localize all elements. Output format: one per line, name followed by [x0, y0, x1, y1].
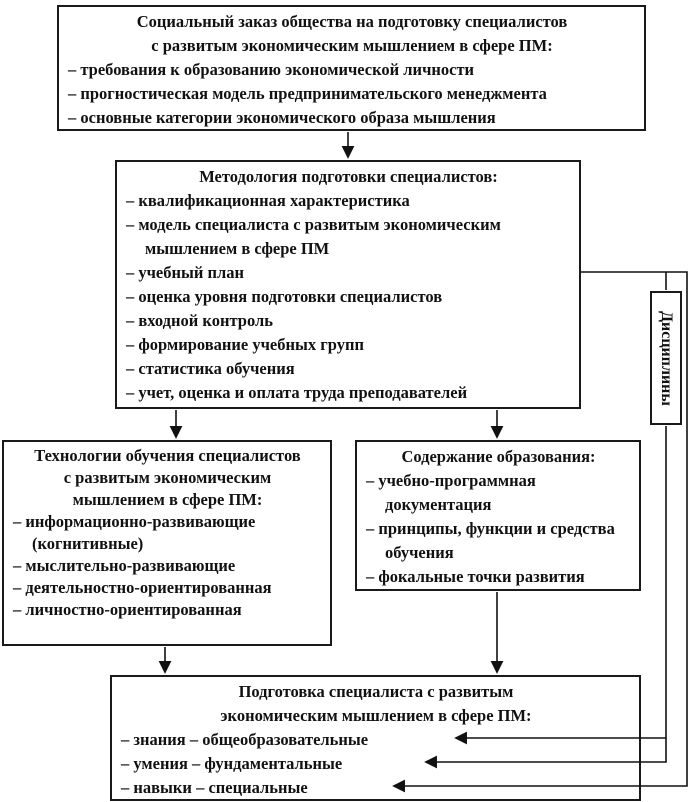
list-item-curriculum: – учебный план — [126, 263, 245, 282]
box-education-content-title — [366, 445, 631, 469]
list-item: – учебно-программная документация — [366, 471, 536, 514]
box-technologies — [2, 440, 332, 646]
list-item-abilities: – умения – фундаментальные — [121, 754, 343, 773]
disciplines-label: Дисциплины — [658, 310, 675, 406]
box-social-order-title — [68, 10, 636, 58]
box-preparation — [110, 675, 641, 801]
box-preparation-title — [121, 680, 631, 728]
box-disciplines — [650, 291, 682, 425]
list-item: – принципы, функции и средства обучения — [366, 519, 615, 562]
list-item-knowledge: – знания – общеобразовательные — [121, 730, 369, 749]
title-line: Содержание образования: — [401, 447, 596, 466]
box-education-content — [355, 440, 641, 591]
box-methodology — [115, 160, 581, 409]
box-social-order — [57, 5, 646, 131]
list-item: – квалификационная характеристика — [126, 191, 410, 210]
box-technologies-title — [13, 445, 322, 511]
box-methodology-title — [126, 165, 571, 189]
list-item: – деятельностно-ориентированная — [13, 578, 272, 597]
title-line: экономическим мышлением в сфере ПМ: — [220, 706, 532, 725]
list-item: – основные категории экономического образа мышления — [68, 108, 496, 127]
list-item: – входной контроль — [126, 311, 273, 330]
list-item-skills: – навыки – специальные — [121, 778, 308, 797]
list-item: – мыслительно-развивающие — [13, 556, 236, 575]
list-item: – личностно-ориентированная — [13, 600, 242, 619]
title-line: Технологии обучения специалистов — [34, 446, 301, 465]
list-item: – модель специалиста с развитым экономическим мышлением в сфере ПМ — [126, 215, 501, 258]
title-line: с развитым экономическим — [63, 468, 272, 487]
title-line: с развитым экономическим мышлением в сфере ПМ: — [151, 36, 553, 55]
list-item: – информационно-развивающие (когнитивные) — [13, 512, 256, 553]
list-item: – оценка уровня подготовки специалистов — [126, 287, 443, 306]
list-item: – требования к образованию экономической личности — [68, 60, 475, 79]
title-line: Методология подготовки специалистов: — [199, 167, 498, 186]
list-item: – статистика обучения — [126, 359, 295, 378]
list-item: – прогностическая модель предпринимательского менеджмента — [68, 84, 547, 103]
list-item: – учет, оценка и оплата труда преподавателей — [126, 383, 468, 402]
list-item: – формирование учебных групп — [126, 335, 364, 354]
title-line: мышлением в сфере ПМ: — [72, 490, 263, 509]
title-line: Подготовка специалиста с развитым — [238, 682, 514, 701]
list-item: – фокальные точки развития — [366, 567, 585, 586]
title-line: Социальный заказ общества на подготовку специалистов — [136, 12, 568, 31]
